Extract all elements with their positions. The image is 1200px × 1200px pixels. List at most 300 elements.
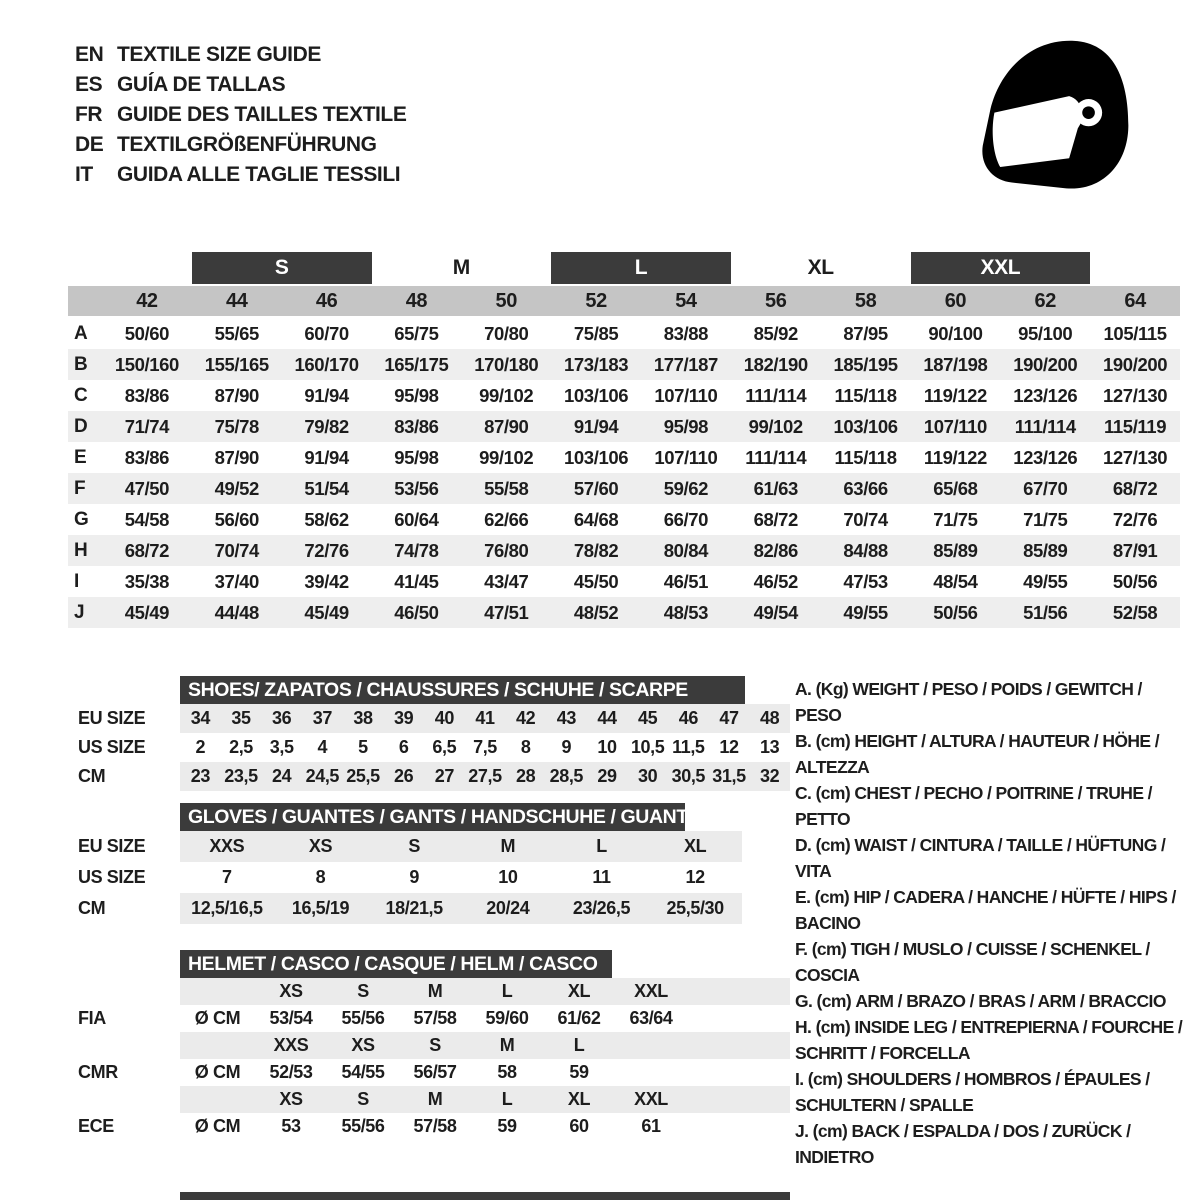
size-cell: 16,5/19	[291, 898, 350, 918]
size-cell: 85/92	[753, 322, 798, 344]
size-cell: 95/98	[394, 384, 439, 406]
column-header: 60	[944, 289, 967, 312]
size-cell: S	[408, 836, 420, 856]
legend-key: J.	[795, 1121, 813, 1141]
column-header: 42	[136, 289, 158, 312]
racing-helmet-icon	[975, 35, 1140, 200]
legend-item	[795, 988, 1187, 1014]
size-header: L	[573, 1035, 585, 1055]
size-cell: 23/26,5	[572, 898, 631, 918]
size-cell: 127/130	[1103, 446, 1168, 468]
size-cell: 12	[685, 867, 705, 887]
size-cell: 54/55	[341, 1062, 385, 1082]
legend-item	[795, 832, 1187, 884]
size-cell: 2	[195, 737, 206, 757]
size-cell: 4	[317, 737, 328, 757]
size-cell: 35	[231, 708, 251, 728]
size-band-m: M	[452, 256, 470, 279]
size-cell: 99/102	[479, 384, 534, 406]
size-cell: 46	[678, 708, 698, 728]
size-cell: 90/100	[928, 322, 983, 344]
size-cell: 49/55	[843, 601, 888, 623]
size-cell: 10	[597, 737, 617, 757]
size-cell: 87/90	[214, 384, 259, 406]
language-code: DE	[75, 133, 104, 156]
legend-unit: (cm)	[815, 731, 855, 751]
size-cell: 45	[638, 708, 658, 728]
size-cell: 95/98	[663, 415, 709, 437]
size-header: S	[357, 1089, 369, 1109]
size-cell: 62/66	[484, 508, 529, 530]
size-cell: 56/60	[214, 508, 259, 530]
row-label: C	[74, 384, 88, 406]
size-cell: 70/80	[484, 322, 529, 344]
size-cell: 52/58	[1112, 601, 1158, 623]
unit-cell: Ø CM	[194, 1116, 241, 1136]
size-cell: 85/89	[933, 539, 978, 561]
column-header: 44	[226, 289, 248, 312]
size-cell: 83/88	[663, 322, 709, 344]
column-header: 48	[405, 289, 428, 312]
size-cell: 30	[638, 766, 658, 786]
size-header: XL	[567, 1089, 591, 1109]
size-cell: 87/95	[843, 322, 888, 344]
size-cell: XL	[684, 836, 707, 856]
language-title: GUÍA DE TALLAS	[117, 73, 286, 96]
unit-cell: Ø CM	[194, 1062, 241, 1082]
size-cell: 119/122	[923, 384, 987, 406]
size-cell: 61	[641, 1116, 661, 1136]
size-cell: 173/183	[564, 353, 629, 375]
size-cell: 68/72	[1112, 477, 1158, 499]
language-code: IT	[75, 163, 93, 186]
shoes-row	[68, 733, 790, 762]
size-header: XL	[567, 981, 591, 1001]
legend-key: D.	[795, 835, 816, 855]
size-cell: 111/114	[1014, 415, 1076, 437]
size-cell: 43	[556, 708, 576, 728]
size-cell: 182/190	[743, 353, 808, 375]
size-header: XS	[351, 1035, 375, 1055]
legend-text: ARM / BRAZO / BRAS / ARM / BRACCIO	[855, 991, 1166, 1011]
size-cell: 38	[353, 708, 373, 728]
size-cell: 39	[394, 708, 414, 728]
legend-text: CHEST / PECHO / POITRINE / TRUHE / PETTO	[795, 783, 1152, 829]
size-cell: 111/114	[745, 446, 807, 468]
table-row	[68, 597, 1180, 628]
helmet-size-header-row	[68, 1032, 790, 1059]
legend-item	[795, 1014, 1187, 1066]
size-band-s: S	[192, 252, 372, 284]
size-cell: 76/80	[484, 539, 529, 561]
column-header: 58	[854, 289, 877, 312]
size-cell: 80/84	[663, 539, 709, 561]
column-header: 52	[585, 289, 607, 312]
size-cell: 10,5	[630, 737, 665, 757]
size-cell: 28,5	[549, 766, 584, 786]
size-cell: 12	[719, 737, 739, 757]
size-cell: 107/110	[654, 384, 718, 406]
helmet-title: HELMET / CASCO / CASQUE / HELM / CASCO	[180, 950, 612, 978]
size-cell: 37/40	[214, 570, 259, 592]
shoes-row	[68, 762, 790, 791]
language-title: TEXTILGRÖßENFÜHRUNG	[117, 133, 377, 156]
legend-key: I.	[795, 1069, 808, 1089]
row-label: US SIZE	[78, 867, 146, 887]
size-cell: 64/68	[573, 508, 619, 530]
size-cell: 91/94	[304, 446, 349, 468]
helmet-size-table	[68, 950, 790, 1140]
size-cell: 49/55	[1023, 570, 1068, 592]
size-cell: 23,5	[224, 766, 258, 786]
size-band-l: L	[551, 252, 731, 284]
legend-key: G.	[795, 991, 817, 1011]
helmet-value-row	[68, 1059, 790, 1086]
column-header: 62	[1034, 289, 1056, 312]
size-cell: 24	[272, 766, 292, 786]
size-cell: 83/86	[394, 415, 439, 437]
size-cell: 87/91	[1112, 539, 1158, 561]
size-cell: 26	[394, 766, 414, 786]
size-cell: 51/54	[304, 477, 349, 499]
language-code: EN	[75, 43, 104, 66]
table-row	[68, 566, 1180, 597]
legend-unit: (cm)	[815, 783, 855, 803]
row-label: F	[74, 477, 86, 499]
legend-unit: (cm)	[815, 835, 855, 855]
size-cell: 79/82	[304, 415, 349, 437]
size-cell: 48/52	[573, 601, 619, 623]
size-cell: 27,5	[468, 766, 502, 786]
table-row	[68, 535, 1180, 566]
size-cell: 25,5	[346, 766, 380, 786]
size-cell: 155/165	[204, 353, 269, 375]
size-cell: 107/110	[654, 446, 718, 468]
row-label: EU SIZE	[78, 708, 146, 728]
row-label: B	[74, 353, 88, 375]
size-cell: 71/74	[124, 415, 170, 437]
cropped-next-section-bar	[180, 1192, 790, 1200]
language-code: ES	[75, 73, 103, 96]
size-cell: 25,5/30	[666, 898, 724, 918]
language-title: GUIDE DES TAILLES TEXTILE	[117, 103, 407, 126]
size-cell: 7,5	[473, 737, 497, 757]
size-cell: 48/53	[663, 601, 709, 623]
size-cell: 115/118	[834, 446, 897, 468]
size-cell: 41/45	[394, 570, 439, 592]
size-band-row	[68, 252, 1180, 284]
size-cell: 60	[569, 1116, 589, 1136]
gloves-row	[68, 893, 742, 924]
column-header-row	[68, 286, 1180, 316]
size-cell: 68/72	[753, 508, 798, 530]
size-cell: 10	[498, 867, 518, 887]
size-cell: 43/47	[484, 570, 529, 592]
size-cell: 8	[315, 867, 326, 887]
language-code: FR	[75, 103, 103, 126]
row-label: G	[74, 508, 89, 530]
row-label: E	[74, 446, 87, 468]
size-cell: 9	[409, 867, 419, 887]
size-cell: 24,5	[305, 766, 340, 786]
legend-key: A.	[795, 679, 816, 699]
size-header: XS	[279, 1089, 303, 1109]
size-cell: 55/56	[341, 1008, 385, 1028]
size-cell: 12,5/16,5	[191, 898, 263, 918]
size-cell: 68/72	[124, 539, 170, 561]
size-cell: 65/75	[394, 322, 439, 344]
size-cell: 111/114	[745, 384, 807, 406]
size-cell: 71/75	[1023, 508, 1068, 530]
language-title: TEXTILE SIZE GUIDE	[117, 43, 321, 66]
row-label: CM	[78, 766, 106, 786]
size-header: XXS	[273, 1035, 309, 1055]
size-cell: 35/38	[124, 570, 170, 592]
size-band-xl: XL	[807, 256, 834, 279]
size-cell: 18/21,5	[385, 898, 443, 918]
size-cell: 28	[516, 766, 536, 786]
size-header: S	[357, 981, 369, 1001]
size-cell: 115/118	[834, 384, 897, 406]
size-cell: 40	[434, 708, 454, 728]
size-cell: 150/160	[114, 353, 179, 375]
size-cell: XXS	[209, 836, 245, 856]
size-cell: 99/102	[479, 446, 534, 468]
size-cell: 50/60	[124, 322, 170, 344]
size-cell: 34	[190, 708, 210, 728]
size-header: XS	[279, 981, 303, 1001]
legend-unit: (cm)	[812, 1121, 852, 1141]
column-header: 54	[675, 289, 697, 312]
size-cell: 50/56	[933, 601, 978, 623]
size-cell: 74/78	[394, 539, 439, 561]
size-cell: 165/175	[384, 353, 449, 375]
legend-key: B.	[795, 731, 816, 751]
language-row	[75, 40, 406, 70]
size-cell: 127/130	[1103, 384, 1168, 406]
size-cell: 9	[561, 737, 572, 757]
size-cell: 47	[719, 708, 739, 728]
size-cell: 61/63	[753, 477, 798, 499]
column-header: 64	[1124, 289, 1146, 312]
legend-text: HEIGHT / ALTURA / HAUTEUR / HÖHE / ALTEZZA	[795, 731, 1160, 777]
column-header: 56	[765, 289, 787, 312]
size-cell: 107/110	[923, 415, 987, 437]
legend-unit: (cm)	[816, 991, 856, 1011]
size-cell: 103/106	[833, 415, 898, 437]
row-label: D	[74, 415, 88, 437]
table-row	[68, 504, 1180, 535]
size-cell: 71/75	[933, 508, 978, 530]
size-cell: M	[500, 836, 516, 856]
size-cell: 57/58	[413, 1008, 457, 1028]
language-header	[75, 40, 406, 190]
column-header: 50	[495, 289, 517, 312]
size-cell: 32	[760, 766, 780, 786]
size-cell: 95/100	[1018, 322, 1073, 344]
size-cell: 103/106	[564, 384, 629, 406]
size-cell: 47/53	[843, 570, 888, 592]
size-cell: 75/85	[573, 322, 619, 344]
size-cell: 44/48	[214, 601, 259, 623]
size-cell: 83/86	[124, 384, 170, 406]
size-cell: 99/102	[748, 415, 803, 437]
helmet-value-row	[68, 1113, 790, 1140]
size-header: S	[429, 1035, 441, 1055]
size-cell: 75/78	[214, 415, 259, 437]
size-cell: 66/70	[663, 508, 709, 530]
size-cell: 50/56	[1112, 570, 1158, 592]
size-header: L	[501, 981, 513, 1001]
legend-text: INSIDE LEG / ENTREPIERNA / FOURCHE / SCHRITT / FORCELLA	[795, 1017, 1183, 1063]
column-header: 46	[315, 289, 338, 312]
legend-item	[795, 1066, 1187, 1118]
size-cell: 103/106	[564, 446, 629, 468]
row-label: EU SIZE	[78, 836, 146, 856]
size-cell: 55/58	[484, 477, 529, 499]
size-cell: 13	[760, 737, 780, 757]
size-cell: 46/51	[663, 570, 709, 592]
size-cell: 48	[760, 708, 780, 728]
size-cell: 53/54	[269, 1008, 313, 1028]
helmet-size-header-row	[68, 1086, 790, 1113]
size-cell: 37	[312, 708, 332, 728]
gloves-row	[68, 862, 742, 893]
language-row	[75, 130, 406, 160]
size-cell: 58/62	[304, 508, 349, 530]
legend-text: WEIGHT / PESO / POIDS / GEWITCH / PESO	[795, 679, 1142, 725]
size-cell: 56/57	[413, 1062, 457, 1082]
size-cell: 123/126	[1013, 384, 1078, 406]
size-cell: 190/200	[1013, 353, 1078, 375]
legend-item	[795, 728, 1187, 780]
size-cell: 91/94	[304, 384, 349, 406]
size-cell: 23	[190, 766, 210, 786]
row-label: CM	[78, 898, 106, 918]
size-cell: 3,5	[269, 737, 294, 757]
size-cell: 60/70	[304, 322, 349, 344]
size-cell: 63/66	[843, 477, 888, 499]
size-cell: 59	[569, 1062, 589, 1082]
size-cell: 2,5	[229, 737, 253, 757]
helmet-value-row	[68, 1005, 790, 1032]
size-cell: 11	[592, 867, 611, 887]
size-cell: 59	[497, 1116, 517, 1136]
size-cell: 49/52	[214, 477, 259, 499]
language-row	[75, 100, 406, 130]
size-cell: 6	[398, 737, 409, 757]
standard-label: FIA	[78, 1008, 106, 1028]
table-row	[68, 349, 1180, 380]
size-cell: 60/64	[394, 508, 439, 530]
size-cell: 51/56	[1023, 601, 1068, 623]
size-cell: 95/98	[394, 446, 439, 468]
size-cell: 58	[497, 1062, 517, 1082]
table-row	[68, 442, 1180, 473]
size-cell: 57/60	[573, 477, 619, 499]
size-cell: 52/53	[269, 1062, 313, 1082]
row-label: US SIZE	[78, 737, 146, 757]
size-cell: 54/58	[124, 508, 170, 530]
size-cell: 29	[597, 766, 617, 786]
size-cell: 65/68	[933, 477, 978, 499]
row-label: J	[74, 601, 85, 623]
legend-item	[795, 884, 1187, 936]
size-cell: 91/94	[573, 415, 619, 437]
size-cell: 72/76	[304, 539, 349, 561]
legend-text: BACK / ESPALDA / DOS / ZURÜCK / INDIETRO	[795, 1121, 1131, 1167]
size-header: XXL	[634, 1089, 668, 1109]
size-cell: 45/49	[304, 601, 349, 623]
size-cell: L	[596, 836, 607, 856]
measurement-legend	[795, 676, 1187, 1170]
size-cell: 119/122	[923, 446, 987, 468]
size-cell: 7	[222, 867, 232, 887]
size-band-xxl: XXL	[911, 252, 1091, 284]
legend-unit: (cm)	[811, 939, 851, 959]
legend-item	[795, 780, 1187, 832]
table-row	[68, 380, 1180, 411]
size-header: M	[427, 1089, 443, 1109]
legend-text: SHOULDERS / HOMBROS / ÉPAULES / SCHULTERN / SPALLE	[795, 1069, 1150, 1115]
legend-item	[795, 676, 1187, 728]
size-cell: 83/86	[124, 446, 170, 468]
garment-size-table	[68, 252, 1180, 628]
size-cell: 47/51	[484, 601, 529, 623]
legend-item	[795, 1118, 1187, 1170]
size-cell: 84/88	[843, 539, 888, 561]
size-cell: 49/54	[753, 601, 798, 623]
size-cell: 6,5	[432, 737, 457, 757]
size-cell: 123/126	[1013, 446, 1078, 468]
size-header: XXL	[634, 981, 668, 1001]
size-header: M	[499, 1035, 515, 1055]
size-header: M	[427, 981, 443, 1001]
legend-key: F.	[795, 939, 812, 959]
size-cell: 27	[434, 766, 454, 786]
standard-label: ECE	[78, 1116, 114, 1136]
gloves-row	[68, 831, 742, 862]
size-cell: 177/187	[653, 353, 718, 375]
row-label: I	[74, 570, 79, 592]
legend-item	[795, 936, 1187, 988]
legend-unit: (cm)	[814, 887, 854, 907]
size-cell: 67/70	[1023, 477, 1068, 499]
shoes-row	[68, 704, 790, 733]
size-cell: 59/62	[663, 477, 709, 499]
size-cell: 115/119	[1104, 415, 1167, 437]
size-cell: 55/56	[341, 1116, 385, 1136]
size-cell: 170/180	[474, 353, 539, 375]
size-cell: 185/195	[833, 353, 898, 375]
size-cell: 20/24	[486, 898, 530, 918]
legend-text: HIP / CADERA / HANCHE / HÜFTE / HIPS / BACINO	[795, 887, 1176, 933]
language-row	[75, 70, 406, 100]
size-cell: 39/42	[304, 570, 349, 592]
size-cell: 46/52	[753, 570, 798, 592]
size-cell: 11,5	[672, 737, 705, 757]
size-cell: 47/50	[124, 477, 170, 499]
size-cell: 8	[520, 737, 531, 757]
size-cell: 87/90	[214, 446, 259, 468]
size-cell: 61/62	[557, 1008, 601, 1028]
legend-key: C.	[795, 783, 816, 803]
size-cell: 42	[516, 708, 536, 728]
size-cell: 5	[358, 737, 368, 757]
shoes-size-table	[68, 676, 790, 791]
size-cell: 53/56	[394, 477, 439, 499]
size-cell: 57/58	[413, 1116, 457, 1136]
